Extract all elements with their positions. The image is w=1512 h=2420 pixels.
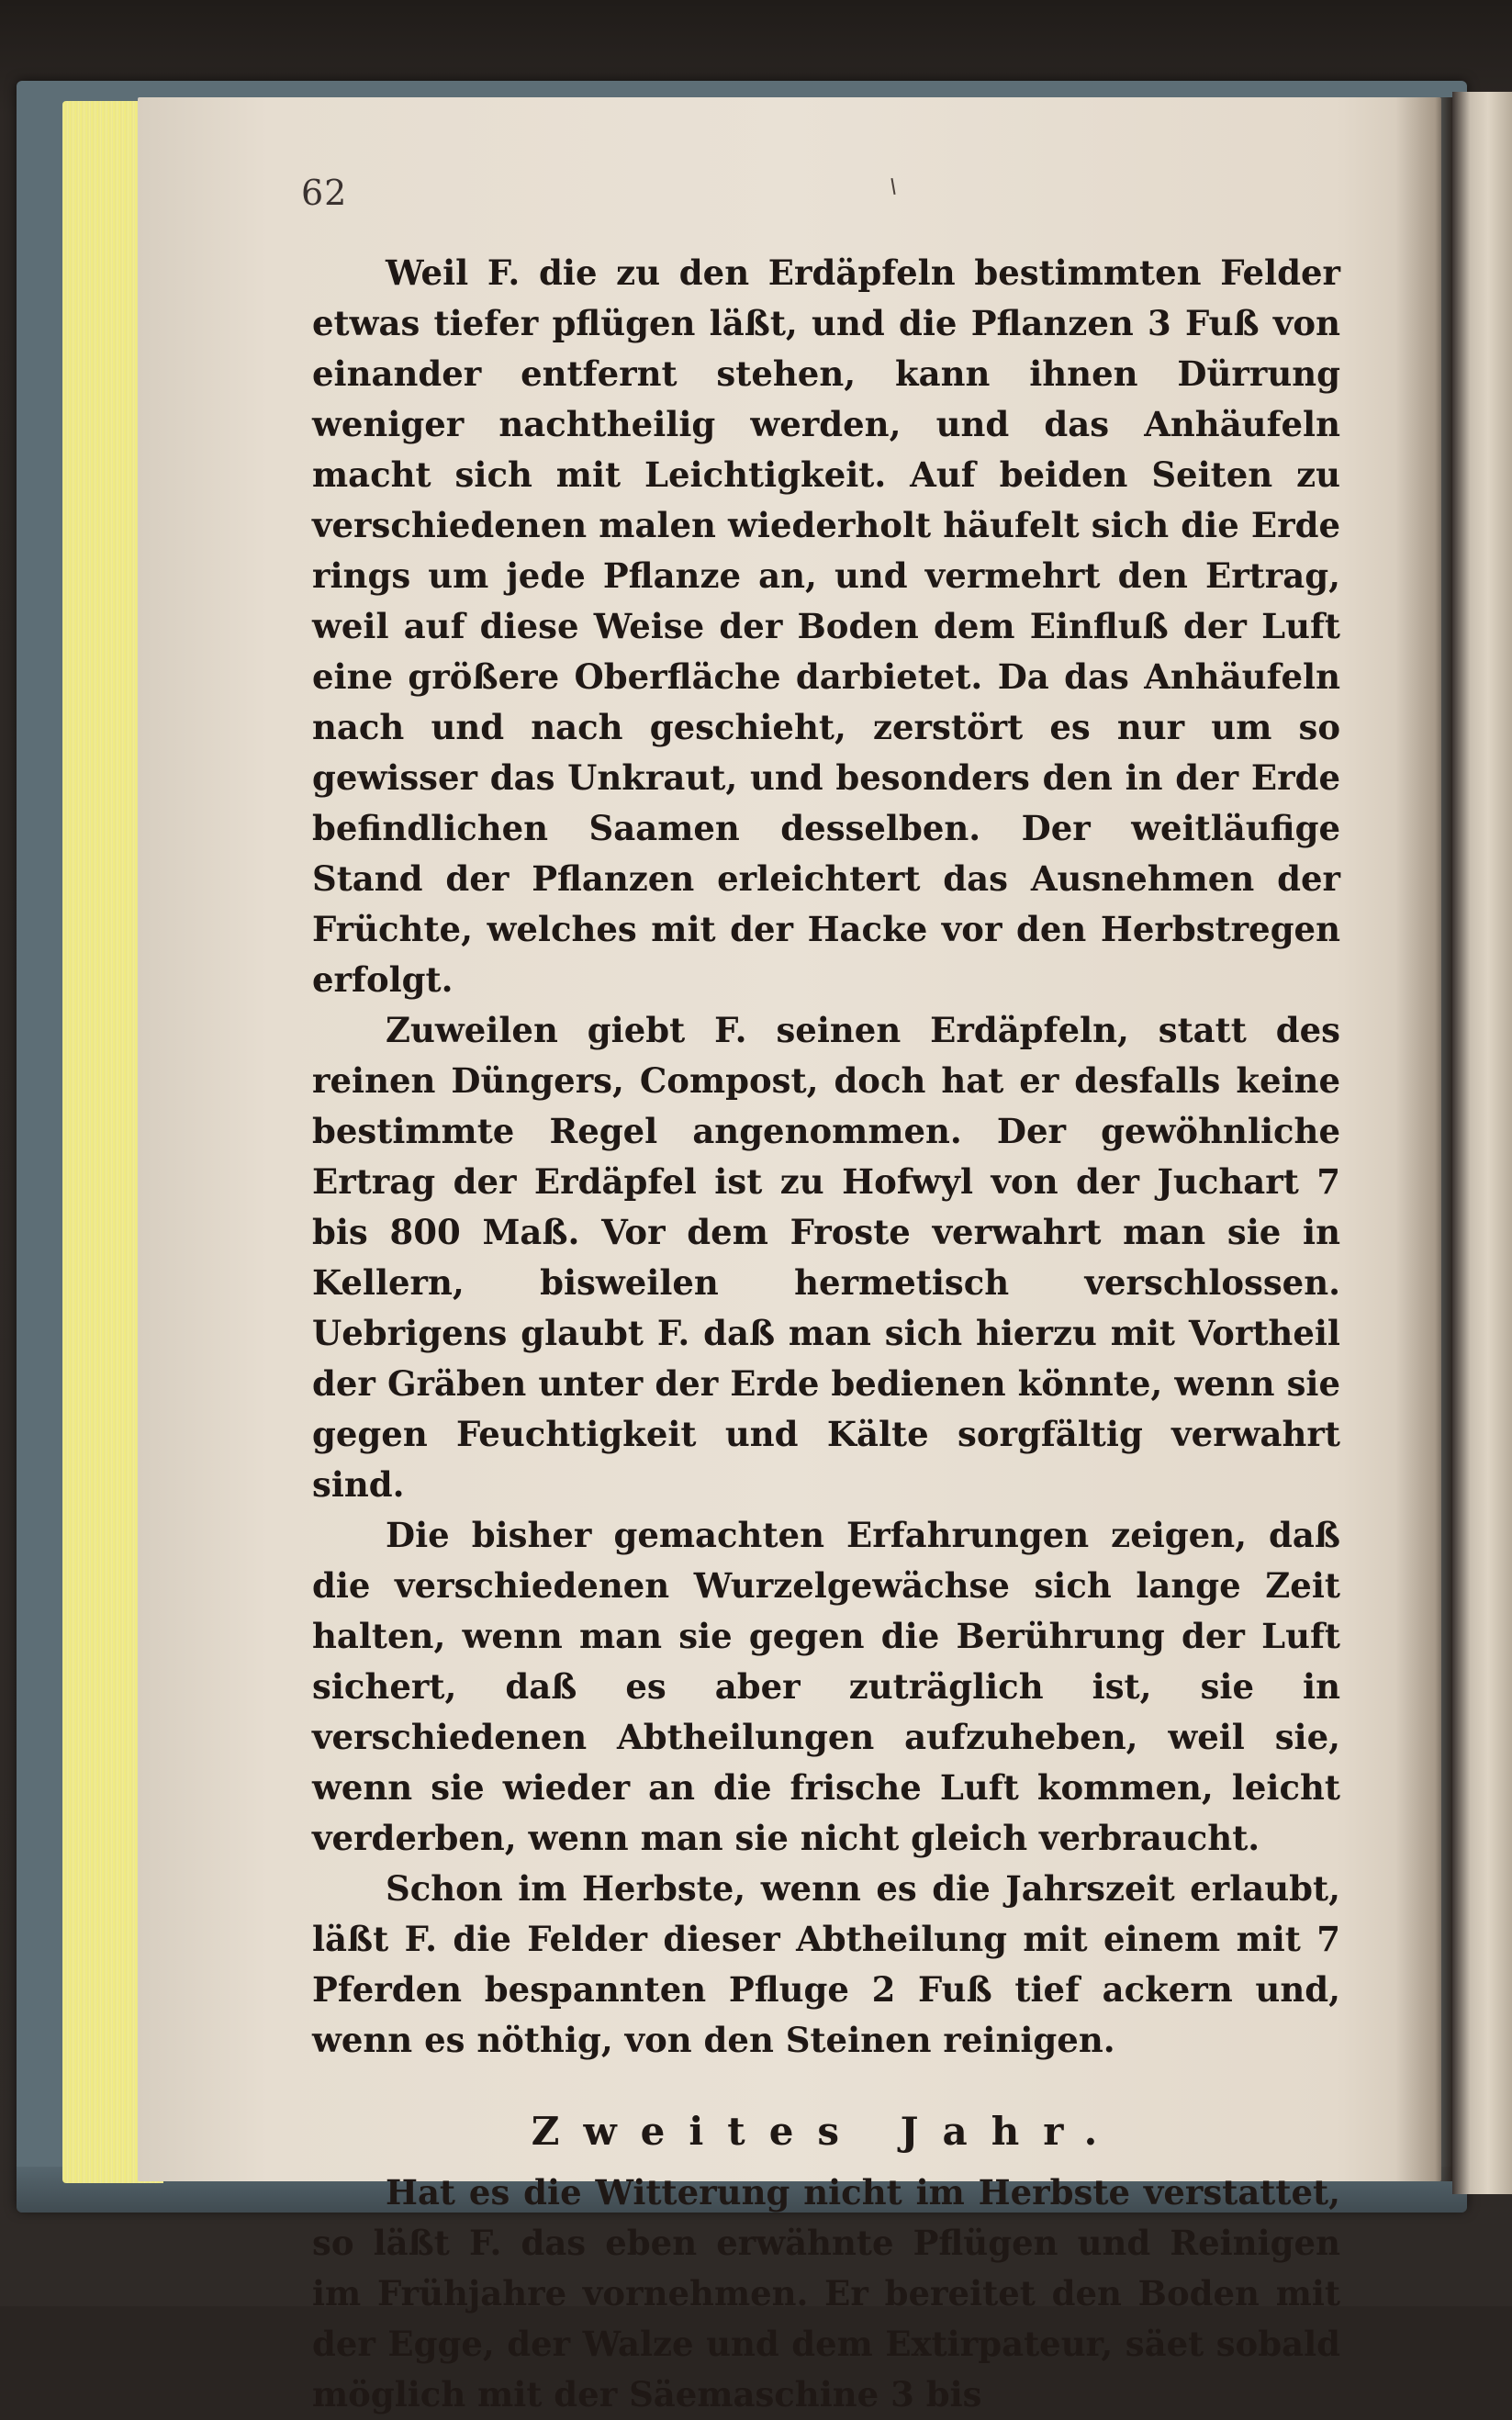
page-number: 62 <box>301 173 348 213</box>
paragraph-4: Schon im Herbste, wenn es die Jahrszeit erlaubt, läßt F. die Felder dieser Abtheilung mit einem mit 7 Pferden bespannten Pfluge 2 Fuß tief ackern und, wenn es nöthig, von den Steinen reinigen. <box>312 1868 1340 2060</box>
section-heading: Zweites Jahr. <box>531 2109 1122 2154</box>
paragraph-2: Zuweilen giebt F. seinen Erdäpfeln, statt des reinen Düngers, Compost, doch hat er desfalls keine bestimmte Regel angenommen. Der gewöhnliche Ertrag der Erdäpfel ist zu Hofwyl von der Juchart 7 bis 800 Maß. Vor dem Froste verwahrt man sie in Kellern, bisweilen hermetisch verschlossen. Uebrigens glaubt F. daß man sich hierzu mit Vortheil der Gräben unter der Erde bedienen könnte, wenn sie gegen Feuchtigkeit und Kälte sorgfältig verwahrt sind. <box>312 1010 1340 1505</box>
paragraph-3: Die bisher gemachten Erfahrungen zeigen, daß die verschiedenen Wurzelgewächse sich lange Zeit halten, wenn man sie gegen die Berührung der Luft sichert, daß es aber zuträglich ist, sie in verschiedenen Abtheilungen aufzuheben, weil sie, wenn sie wieder an die frische Luft kommen, leicht verderben, wenn man sie nicht gleich verbraucht. <box>312 1515 1340 1858</box>
gutter-shadow <box>1395 97 1452 2181</box>
section-paragraph-1: Hat es die Witterung nicht im Herbste verstattet, so läßt F. das eben erwähnte Pflügen und Reinigen im Frühjahre vornehmen. Er bereitet den Boden mit der Egge, der Walze und dem Extirpateur, säet sobald möglich mit der Säemaschine 3 bis <box>312 2172 1340 2414</box>
page-text <box>312 248 1340 2420</box>
paragraph-1: Weil F. die zu den Erdäpfeln bestimmten Felder etwas tiefer pflügen läßt, und die Pflanzen 3 Fuß von einander entfernt stehen, kann ihnen Dürrung weniger nachtheilig werden, und das Anhäufeln macht sich mit Leichtigkeit. Auf beiden Seiten zu verschiedenen malen wiederholt häufelt sich die Erde rings um jede Pflanze an, und vermehrt den Ertrag, weil auf diese Weise der Boden dem Einfluß der Luft eine größere Oberfläche darbietet. Da das Anhäufeln nach und nach geschieht, zerstört es nur um so gewisser das Unkraut, und besonders den in der Erde befindlichen Saamen desselben. Der weitläufige Stand der Pflanzen erleichtert das Ausnehmen der Früchte, welches mit der Hacke vor den Herbstregen erfolgt. <box>312 252 1340 1000</box>
facing-page-edge <box>1452 92 1512 2194</box>
